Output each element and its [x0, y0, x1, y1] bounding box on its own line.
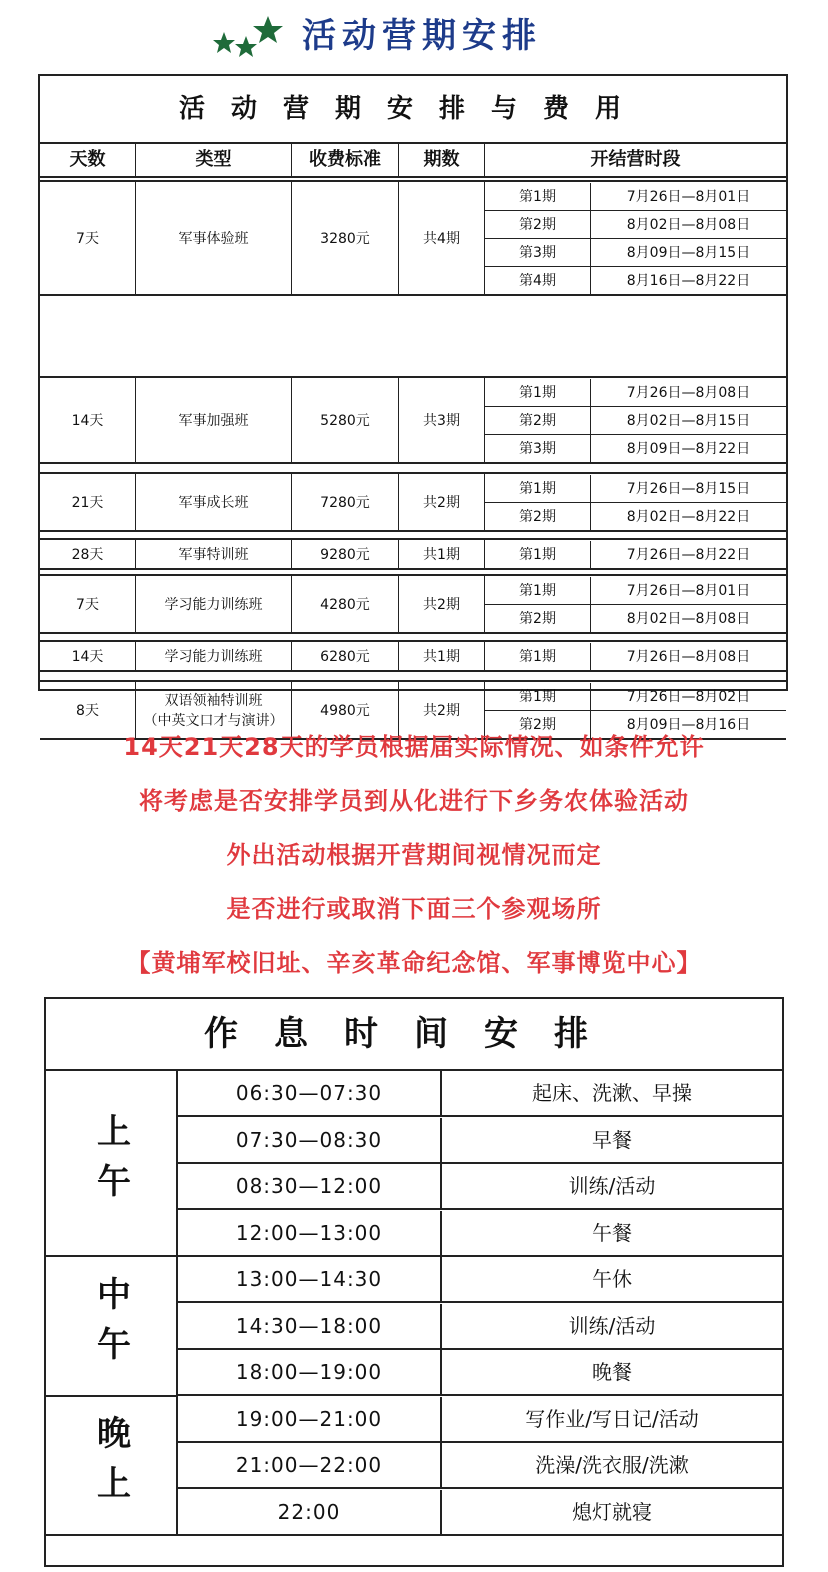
schedule-activity: 早餐: [592, 1127, 632, 1152]
period-dates: 8月09日—8月16日: [626, 717, 751, 733]
daily-schedule-title: 作息时间安排: [46, 999, 782, 1071]
schedule-time: 22:00: [178, 1490, 442, 1534]
period-row: [485, 577, 786, 605]
fee-group-type: 学习能力训练班: [136, 576, 292, 632]
schedule-time: 07:30—08:30: [178, 1118, 442, 1162]
period-row: [485, 475, 786, 503]
schedule-time: 18:00—19:00: [178, 1350, 442, 1394]
period-name: 第1期: [485, 643, 591, 671]
fee-table: [38, 74, 788, 733]
notes-block: [0, 726, 828, 996]
period-name: 第1期: [485, 577, 591, 604]
fee-group-type: 学习能力训练班: [136, 642, 292, 670]
fee-group-sessions: 共2期: [399, 474, 485, 530]
fee-group-fee: 5280元: [292, 378, 399, 462]
period-dates: 8月02日—8月15日: [626, 413, 751, 429]
fee-group-fee: 7280元: [292, 474, 399, 530]
schedule-row: [178, 1490, 782, 1536]
note-line: 将考虑是否安排学员到从化进行下乡务农体验活动: [139, 787, 689, 815]
fee-group-type: 军事加强班: [136, 378, 292, 462]
fee-group: [40, 376, 786, 464]
fee-group-sessions: 共2期: [399, 576, 485, 632]
fee-group-fee: 4980元: [292, 682, 399, 738]
period-dates: 8月09日—8月15日: [626, 245, 751, 261]
period-name: 第2期: [485, 211, 591, 238]
schedule-row: [178, 1164, 782, 1210]
fee-group-sessions: 共1期: [399, 642, 485, 670]
fee-group-type: 军事特训班: [136, 540, 292, 568]
period-dates: 8月02日—8月22日: [626, 509, 751, 525]
period-name: 第2期: [485, 711, 591, 739]
column-header-sessions: 期数: [399, 142, 485, 178]
period-dates: 7月26日—8月08日: [626, 649, 751, 665]
daily-schedule-table: [44, 997, 784, 1567]
schedule-time: 21:00—22:00: [178, 1443, 442, 1487]
period-dates: 7月26日—8月15日: [626, 481, 751, 497]
page-header: [0, 0, 828, 72]
schedule-row: [178, 1071, 782, 1117]
period-name: 第1期: [485, 541, 591, 569]
period-row: [485, 605, 786, 633]
schedule-time: 06:30—07:30: [178, 1071, 442, 1115]
period-row: [485, 239, 786, 267]
period-name: 第1期: [485, 183, 591, 210]
star-icon: [212, 14, 286, 60]
fee-group-type-sub: （中英文口才与演讲）: [143, 713, 284, 729]
period-name: 第4期: [485, 267, 591, 295]
fee-group-days: 14天: [40, 378, 136, 462]
fee-group-type: 军事体验班: [136, 182, 292, 294]
note-line: 外出活动根据开营期间视情况而定: [226, 841, 602, 869]
schedule-activity: 熄灯就寝: [572, 1499, 652, 1524]
fee-group: [40, 180, 786, 296]
fee-group-days: 28天: [40, 540, 136, 568]
schedule-activity: 洗澡/洗衣服/洗漱: [535, 1453, 689, 1477]
period-dates: 8月02日—8月08日: [626, 611, 751, 627]
fee-group-sessions: 共3期: [399, 378, 485, 462]
column-header-fee: 收费标准: [292, 142, 399, 178]
schedule-activity: 写作业/写日记/活动: [525, 1406, 699, 1431]
schedule-activity: 午餐: [592, 1220, 632, 1245]
schedule-time: 19:00—21:00: [178, 1397, 442, 1441]
fee-group-fee: 6280元: [292, 642, 399, 670]
period-dates: 8月16日—8月22日: [626, 273, 751, 289]
schedule-row: [178, 1304, 782, 1350]
period-row: [485, 503, 786, 531]
note-line: 14天21天28天的学员根据届实际情况、如条件允许: [123, 733, 705, 761]
period-row: [485, 541, 786, 569]
fee-group: [40, 472, 786, 532]
schedule-time: 13:00—14:30: [178, 1257, 442, 1301]
page-title: 活动营期安排: [302, 16, 542, 56]
schedule-time: 12:00—13:00: [178, 1211, 442, 1255]
fee-table-title: 活动营期安排与费用: [40, 76, 786, 144]
fee-group: [40, 574, 786, 634]
fee-group-type-main: 双语领袖特训班: [164, 693, 263, 709]
period-name: 第2期: [485, 407, 591, 434]
period-dates: 8月09日—8月22日: [626, 441, 751, 457]
period-row: [485, 267, 786, 295]
schedule-period-label: 中午: [46, 1257, 178, 1397]
fee-group-sessions: 共1期: [399, 540, 485, 568]
period-name: 第1期: [485, 475, 591, 502]
fee-group: [40, 640, 786, 672]
note-line: 是否进行或取消下面三个参观场所: [226, 895, 602, 923]
schedule-activity: 训练/活动: [568, 1174, 656, 1198]
schedule-period-label: 晚上: [46, 1397, 178, 1537]
schedule-time: 14:30—18:00: [178, 1304, 442, 1348]
period-row: [485, 211, 786, 239]
period-row: [485, 435, 786, 463]
period-dates: 7月26日—8月01日: [626, 189, 751, 205]
schedule-row: [178, 1118, 782, 1164]
fee-group-days: 21天: [40, 474, 136, 530]
period-row: [485, 683, 786, 711]
period-row: [485, 407, 786, 435]
schedule-activity: 起床、洗漱、早操: [532, 1081, 692, 1105]
period-dates: 7月26日—8月02日: [626, 689, 751, 705]
fee-group-days: 14天: [40, 642, 136, 670]
fee-group-sessions: 共2期: [399, 682, 485, 738]
fee-group-fee: 3280元: [292, 182, 399, 294]
schedule-activity: 训练/活动: [568, 1313, 656, 1338]
period-name: 第2期: [485, 605, 591, 633]
schedule-activity: 午休: [592, 1267, 632, 1291]
period-name: 第2期: [485, 503, 591, 531]
fee-group-days: 7天: [40, 576, 136, 632]
schedule-row: [178, 1443, 782, 1489]
fee-group-days: 8天: [40, 682, 136, 738]
period-name: 第1期: [485, 683, 591, 710]
period-name: 第3期: [485, 435, 591, 463]
schedule-row: [178, 1257, 782, 1303]
period-name: 第1期: [485, 379, 591, 406]
period-row: [485, 643, 786, 671]
schedule-row: [178, 1211, 782, 1257]
fee-group-fee: 4280元: [292, 576, 399, 632]
column-header-dates: 开结营时段: [485, 142, 786, 178]
schedule-activity: 晚餐: [592, 1360, 632, 1384]
period-dates: 7月26日—8月22日: [626, 547, 751, 563]
fee-group: [40, 538, 786, 570]
fee-group-fee: 9280元: [292, 540, 399, 568]
fee-group-sessions: 共4期: [399, 182, 485, 294]
period-dates: 7月26日—8月08日: [626, 385, 751, 401]
schedule-row: [178, 1350, 782, 1396]
period-row: [485, 183, 786, 211]
period-dates: 7月26日—8月01日: [626, 583, 751, 599]
column-header-days: 天数: [40, 142, 136, 178]
column-header-type: 类型: [136, 142, 292, 178]
fee-group-type: 军事成长班: [136, 474, 292, 530]
schedule-row: [178, 1397, 782, 1443]
schedule-time: 08:30—12:00: [178, 1164, 442, 1208]
note-line: 【黄埔军校旧址、辛亥革命纪念馆、军事博览中心】: [126, 949, 702, 977]
period-dates: 8月02日—8月08日: [626, 217, 751, 233]
fee-group-days: 7天: [40, 182, 136, 294]
period-name: 第3期: [485, 239, 591, 266]
period-row: [485, 379, 786, 407]
schedule-period-label: 上午: [46, 1071, 178, 1257]
